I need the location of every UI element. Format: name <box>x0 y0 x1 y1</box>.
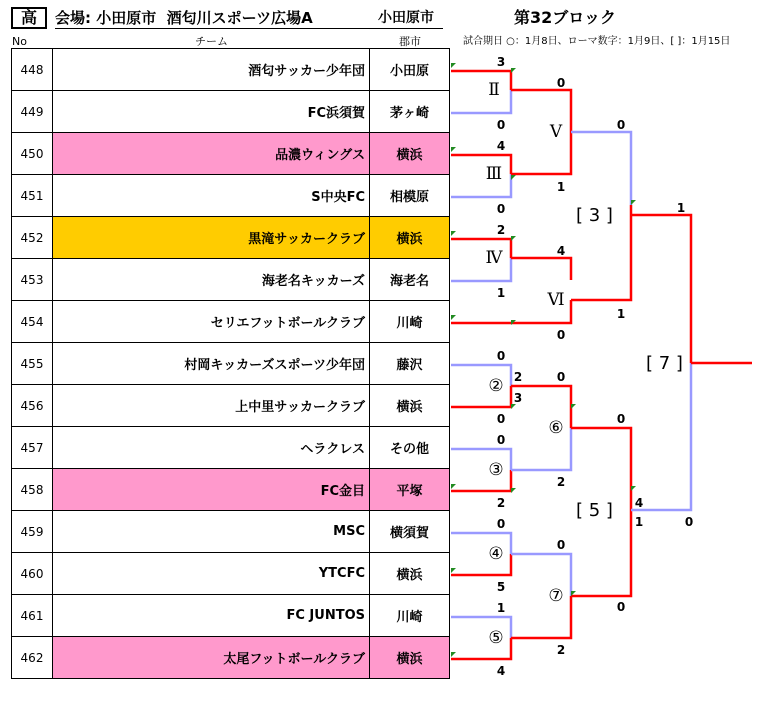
row-number: 454 <box>11 301 53 343</box>
team-city: 茅ヶ崎 <box>370 91 450 133</box>
team-city: 横浜 <box>370 217 450 259</box>
team-name: 上中里サッカークラブ <box>53 385 370 427</box>
team-city: 海老名 <box>370 259 450 301</box>
team-name: 酒匂サッカー少年団 <box>53 49 370 91</box>
round-label-7: [ 7 ] <box>646 353 683 374</box>
team-name: セリエフットボールクラブ <box>53 301 370 343</box>
score-V-bot: 1 <box>556 180 566 194</box>
round-label-c3: ③ <box>488 460 504 480</box>
score-5-a: 4 <box>634 496 644 510</box>
round-label-c2: ② <box>488 376 504 396</box>
round-label-c6: ⑥ <box>548 418 564 438</box>
schedule-note: 試合期日 ○：1月8日、ローマ数字：1月9日、[ ]：1月15日 <box>463 36 731 47</box>
round-label-5: [ 5 ] <box>576 500 613 521</box>
venue-title: 会場: 小田原市 酒匂川スポーツ広場A <box>55 8 443 29</box>
row-number: 455 <box>11 343 53 385</box>
team-name: S中央FC <box>53 175 370 217</box>
score-c6-bot: 2 <box>556 475 566 489</box>
team-name: FC金目 <box>53 469 370 511</box>
round-label-c7: ⑦ <box>548 586 564 606</box>
block-title: 第32ブロック <box>514 8 616 27</box>
score-c7-bot: 2 <box>556 643 566 657</box>
score-455: 0 <box>496 349 506 363</box>
team-city: 相模原 <box>370 175 450 217</box>
team-name: ヘラクレス <box>53 427 370 469</box>
row-number: 449 <box>11 91 53 133</box>
score-449: 0 <box>496 118 506 132</box>
team-city: 横浜 <box>370 637 450 679</box>
score-VI-bot: 0 <box>556 328 566 342</box>
round-label-3: [ 3 ] <box>576 205 613 226</box>
team-name: MSC <box>53 511 370 553</box>
row-number: 459 <box>11 511 53 553</box>
team-city: 川崎 <box>370 301 450 343</box>
score-453: 1 <box>496 286 506 300</box>
team-city: 横浜 <box>370 385 450 427</box>
score-7-bot: 0 <box>684 515 694 529</box>
score-5-b: 1 <box>634 515 644 529</box>
team-city: その他 <box>370 427 450 469</box>
score-452: 2 <box>496 223 506 237</box>
team-city: 平塚 <box>370 469 450 511</box>
round-label-V: Ⅴ <box>549 122 563 142</box>
round-label-II: Ⅱ <box>488 80 500 100</box>
team-city: 横須賀 <box>370 511 450 553</box>
score-459: 0 <box>496 517 506 531</box>
score-V-top: 0 <box>556 76 566 90</box>
score-3-top: 0 <box>616 118 626 132</box>
score-c2-a: 2 <box>513 370 523 384</box>
score-456: 0 <box>496 412 506 426</box>
col-header-city: 郡市 <box>399 35 421 48</box>
team-city: 横浜 <box>370 133 450 175</box>
score-VI-fin: 1 <box>616 307 626 321</box>
row-number: 460 <box>11 553 53 595</box>
team-city: 川崎 <box>370 595 450 637</box>
score-458: 2 <box>496 496 506 510</box>
score-VI-top: 4 <box>556 244 566 258</box>
score-5-bot: 0 <box>616 600 626 614</box>
round-label-IV: Ⅳ <box>485 248 503 268</box>
row-number: 451 <box>11 175 53 217</box>
row-number: 462 <box>11 637 53 679</box>
col-header-team: チーム <box>195 35 228 48</box>
row-number: 450 <box>11 133 53 175</box>
team-name: 村岡キッカーズスポーツ少年団 <box>53 343 370 385</box>
team-name: 海老名キッカーズ <box>53 259 370 301</box>
category-box: 高 <box>11 7 47 29</box>
score-c7-top: 0 <box>556 538 566 552</box>
round-label-VI: Ⅵ <box>547 290 565 310</box>
col-header-no: No <box>12 35 27 48</box>
venue-city: 小田原市 <box>378 10 434 26</box>
row-number: 456 <box>11 385 53 427</box>
team-name: FC浜須賀 <box>53 91 370 133</box>
row-number: 452 <box>11 217 53 259</box>
round-label-c4: ④ <box>488 544 504 564</box>
row-number: 448 <box>11 49 53 91</box>
team-city: 小田原 <box>370 49 450 91</box>
team-city: 横浜 <box>370 553 450 595</box>
score-460: 5 <box>496 580 506 594</box>
score-450: 4 <box>496 139 506 153</box>
score-7-top: 1 <box>676 201 686 215</box>
row-number: 453 <box>11 259 53 301</box>
row-number: 458 <box>11 469 53 511</box>
team-name: YTCFC <box>53 553 370 595</box>
round-label-c5: ⑤ <box>488 628 504 648</box>
score-5-top: 0 <box>616 412 626 426</box>
team-name: 黒滝サッカークラブ <box>53 217 370 259</box>
row-number: 457 <box>11 427 53 469</box>
team-name: 品濃ウィングス <box>53 133 370 175</box>
tick-markers <box>451 63 636 657</box>
score-462: 4 <box>496 664 506 678</box>
score-c6-top: 0 <box>556 370 566 384</box>
team-city: 藤沢 <box>370 343 450 385</box>
score-448: 3 <box>496 55 506 69</box>
team-name: FC JUNTOS <box>53 595 370 637</box>
row-number: 461 <box>11 595 53 637</box>
score-457: 0 <box>496 433 506 447</box>
round-label-III: Ⅲ <box>485 164 503 184</box>
score-451: 0 <box>496 202 506 216</box>
score-461: 1 <box>496 601 506 615</box>
team-name: 太尾フットボールクラブ <box>53 637 370 679</box>
score-c2-b: 3 <box>513 391 523 405</box>
